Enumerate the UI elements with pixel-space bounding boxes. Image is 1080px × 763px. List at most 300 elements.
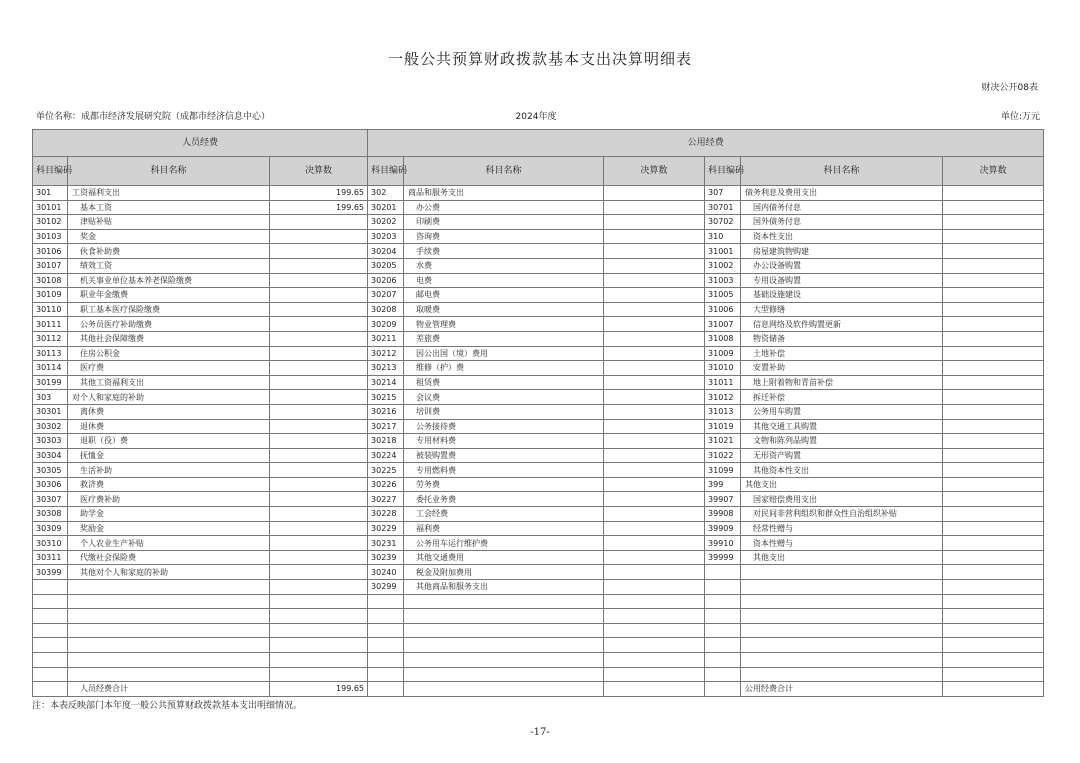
cell-amount (604, 653, 705, 668)
cell-code (368, 667, 404, 682)
cell-name (741, 580, 943, 595)
table-row (33, 215, 1044, 230)
cell-name: 对民间非营利组织和群众性自治组织补贴 (741, 507, 943, 522)
cell-code: 30308 (33, 507, 68, 522)
cell-code (705, 594, 741, 609)
cell-name: 大型修缮 (741, 302, 943, 317)
table-row (33, 550, 1044, 565)
cell-code: 302 (368, 186, 404, 201)
table-row (33, 361, 1044, 376)
cell-code: 30211 (368, 331, 404, 346)
cell-code: 30204 (368, 244, 404, 259)
cell-code: 30108 (33, 273, 68, 288)
cell-amount: 199.65 (270, 200, 368, 215)
cell-name (68, 594, 270, 609)
cell-name: 医疗费 (68, 361, 270, 376)
cell-code: 31002 (705, 258, 741, 273)
cell-amount (943, 404, 1044, 419)
cell-amount (270, 375, 368, 390)
cell-name: 公务用车运行维护费 (404, 536, 604, 551)
cell-amount (943, 346, 1044, 361)
cell-amount (943, 594, 1044, 609)
cell-amount (943, 492, 1044, 507)
cell-code (368, 638, 404, 653)
cell-code: 31019 (705, 419, 741, 434)
cell-code (33, 667, 68, 682)
cell-amount (604, 463, 705, 478)
cell-amount (270, 609, 368, 624)
cell-name (68, 580, 270, 595)
cell-code: 30307 (33, 492, 68, 507)
cell-amount (270, 317, 368, 332)
cell-amount (943, 638, 1044, 653)
cell-amount (604, 419, 705, 434)
cell-name: 退休费 (68, 419, 270, 434)
cell-code: 31022 (705, 448, 741, 463)
cell-amount (270, 448, 368, 463)
header-code: 科目编码 (33, 157, 68, 186)
cell-amount (604, 580, 705, 595)
cell-amount (604, 317, 705, 332)
cell-name: 住房公积金 (68, 346, 270, 361)
cell-amount (943, 317, 1044, 332)
cell-name: 税金及附加费用 (404, 565, 604, 580)
header-name: 科目名称 (404, 157, 604, 186)
cell-amount (943, 302, 1044, 317)
header-amount: 决算数 (943, 157, 1044, 186)
cell-name: 基础设施建设 (741, 288, 943, 303)
cell-amount (604, 229, 705, 244)
cell-code: 30231 (368, 536, 404, 551)
cell-amount (270, 463, 368, 478)
cell-name: 职工基本医疗保险缴费 (68, 302, 270, 317)
unit-name: 单位名称：成都市经济发展研究院（成都市经济信息中心） (36, 112, 271, 122)
cell-amount (270, 346, 368, 361)
cell-name (404, 594, 604, 609)
cell-amount (943, 463, 1044, 478)
cell-name: 其他工资福利支出 (68, 375, 270, 390)
cell-name: 其他交通费用 (404, 550, 604, 565)
cell-code: 30701 (705, 200, 741, 215)
cell-amount (943, 229, 1044, 244)
cell-code: 31003 (705, 273, 741, 288)
cell-name: 医疗费补助 (68, 492, 270, 507)
meta-row (32, 109, 1040, 123)
cell-name: 抚恤金 (68, 448, 270, 463)
cell-code (368, 609, 404, 624)
table-row (33, 609, 1044, 624)
cell-name: 绩效工资 (68, 258, 270, 273)
table-row (33, 521, 1044, 536)
cell-code (33, 682, 68, 697)
cell-name: 对个人和家庭的补助 (68, 390, 270, 405)
cell-code: 30201 (368, 200, 404, 215)
cell-amount (270, 550, 368, 565)
cell-name: 委托业务费 (404, 492, 604, 507)
cell-code (368, 682, 404, 697)
cell-amount (943, 244, 1044, 259)
cell-amount (943, 390, 1044, 405)
cell-amount (270, 258, 368, 273)
cell-amount (270, 623, 368, 638)
cell-name (741, 594, 943, 609)
cell-name: 福利费 (404, 521, 604, 536)
cell-code: 31005 (705, 288, 741, 303)
cell-name: 公务接待费 (404, 419, 604, 434)
form-code: 财决公开08表 (981, 83, 1038, 93)
cell-code (705, 609, 741, 624)
cell-name (741, 638, 943, 653)
cell-name (68, 638, 270, 653)
cell-code (705, 580, 741, 595)
cell-amount (270, 667, 368, 682)
cell-amount (604, 258, 705, 273)
table-row (33, 331, 1044, 346)
cell-amount (270, 390, 368, 405)
cell-code: 30199 (33, 375, 68, 390)
cell-name: 商品和服务支出 (404, 186, 604, 201)
table-row (33, 317, 1044, 332)
header-code: 科目编码 (368, 157, 404, 186)
cell-name: 租赁费 (404, 375, 604, 390)
cell-amount (270, 288, 368, 303)
cell-amount (604, 346, 705, 361)
cell-amount (943, 273, 1044, 288)
cell-amount (943, 653, 1044, 668)
cell-name: 专用材料费 (404, 434, 604, 449)
cell-code: 30107 (33, 258, 68, 273)
cell-amount (270, 565, 368, 580)
cell-amount (943, 331, 1044, 346)
table-row (33, 404, 1044, 419)
cell-name: 安置补助 (741, 361, 943, 376)
cell-name (741, 609, 943, 624)
cell-code: 30207 (368, 288, 404, 303)
cell-amount (943, 667, 1044, 682)
cell-name: 水费 (404, 258, 604, 273)
cell-amount (604, 404, 705, 419)
cell-amount (604, 215, 705, 230)
cell-amount (270, 419, 368, 434)
cell-name: 职业年金缴费 (68, 288, 270, 303)
cell-amount (943, 609, 1044, 624)
group-personnel: 人员经费 (33, 130, 368, 157)
table-row (33, 258, 1044, 273)
cell-amount (604, 273, 705, 288)
cell-name: 物业管理费 (404, 317, 604, 332)
cell-name: 专用燃料费 (404, 463, 604, 478)
cell-name: 个人农业生产补贴 (68, 536, 270, 551)
table-row (33, 302, 1044, 317)
header-amount: 决算数 (270, 157, 368, 186)
cell-name: 国内债务付息 (741, 200, 943, 215)
cell-name: 伙食补助费 (68, 244, 270, 259)
cell-name: 会议费 (404, 390, 604, 405)
cell-amount (943, 375, 1044, 390)
public-total-amount (943, 682, 1044, 697)
cell-name (741, 653, 943, 668)
table-row (33, 565, 1044, 580)
cell-amount (604, 302, 705, 317)
cell-amount (270, 492, 368, 507)
cell-code: 39999 (705, 550, 741, 565)
cell-name: 资本性赠与 (741, 536, 943, 551)
table-row (33, 463, 1044, 478)
cell-code: 30229 (368, 521, 404, 536)
cell-code: 30226 (368, 477, 404, 492)
cell-amount (604, 623, 705, 638)
cell-code: 39910 (705, 536, 741, 551)
cell-name: 信息网络及软件购置更新 (741, 317, 943, 332)
cell-amount (270, 580, 368, 595)
table-row (33, 419, 1044, 434)
table-row (33, 638, 1044, 653)
cell-code: 30301 (33, 404, 68, 419)
table-row (33, 434, 1044, 449)
cell-amount (943, 507, 1044, 522)
footnote: 注：本表反映部门本年度一般公共预算财政拨款基本支出明细情况。 (32, 701, 303, 711)
cell-code: 31006 (705, 302, 741, 317)
table-row (33, 288, 1044, 303)
table-row (33, 623, 1044, 638)
cell-code: 301 (33, 186, 68, 201)
cell-amount (270, 273, 368, 288)
cell-code: 30205 (368, 258, 404, 273)
cell-code (33, 594, 68, 609)
table-row (33, 477, 1044, 492)
cell-amount (270, 215, 368, 230)
cell-amount (604, 244, 705, 259)
table-row (33, 580, 1044, 595)
cell-amount (604, 550, 705, 565)
cell-amount (943, 361, 1044, 376)
table-row (33, 244, 1044, 259)
cell-amount (270, 507, 368, 522)
cell-name (68, 667, 270, 682)
cell-name: 其他支出 (741, 550, 943, 565)
cell-code: 30109 (33, 288, 68, 303)
cell-name: 邮电费 (404, 288, 604, 303)
cell-amount (604, 667, 705, 682)
table-row (33, 667, 1044, 682)
cell-name: 工会经费 (404, 507, 604, 522)
cell-code: 30209 (368, 317, 404, 332)
cell-code: 31013 (705, 404, 741, 419)
cell-name: 办公设备购置 (741, 258, 943, 273)
cell-amount (270, 361, 368, 376)
table-row (33, 186, 1044, 201)
cell-amount: 199.65 (270, 186, 368, 201)
cell-code: 30702 (705, 215, 741, 230)
cell-amount (943, 434, 1044, 449)
cell-amount (604, 638, 705, 653)
cell-name: 生活补助 (68, 463, 270, 478)
cell-amount (604, 375, 705, 390)
cell-code: 31008 (705, 331, 741, 346)
cell-code: 30309 (33, 521, 68, 536)
cell-amount (270, 653, 368, 668)
cell-code (368, 594, 404, 609)
cell-name: 专用设备购置 (741, 273, 943, 288)
cell-amount (943, 521, 1044, 536)
cell-code: 30217 (368, 419, 404, 434)
cell-amount (943, 550, 1044, 565)
cell-name: 经常性赠与 (741, 521, 943, 536)
cell-amount (604, 361, 705, 376)
cell-code: 30113 (33, 346, 68, 361)
page-title: 一般公共预算财政拨款基本支出决算明细表 (387, 50, 692, 68)
cell-code: 310 (705, 229, 741, 244)
cell-name: 其他交通工具购置 (741, 419, 943, 434)
totals-row (33, 682, 1044, 697)
cell-amount (604, 492, 705, 507)
cell-code: 31009 (705, 346, 741, 361)
cell-name (404, 667, 604, 682)
cell-name: 其他支出 (741, 477, 943, 492)
cell-amount (604, 390, 705, 405)
cell-code: 39907 (705, 492, 741, 507)
cell-name: 公务员医疗补助缴费 (68, 317, 270, 332)
cell-code (33, 653, 68, 668)
cell-amount (943, 448, 1044, 463)
cell-name: 办公费 (404, 200, 604, 215)
cell-name: 培训费 (404, 404, 604, 419)
cell-amount (604, 507, 705, 522)
cell-code (33, 623, 68, 638)
cell-name (741, 623, 943, 638)
cell-name: 其他社会保障缴费 (68, 331, 270, 346)
personnel-total-label: 人员经费合计 (68, 682, 270, 697)
cell-name (741, 667, 943, 682)
cell-name: 取暖费 (404, 302, 604, 317)
table-row (33, 390, 1044, 405)
cell-code: 30212 (368, 346, 404, 361)
cell-amount (943, 200, 1044, 215)
cell-code: 30106 (33, 244, 68, 259)
cell-amount (943, 536, 1044, 551)
table-row (33, 653, 1044, 668)
cell-code (705, 653, 741, 668)
cell-name (68, 653, 270, 668)
cell-code: 30228 (368, 507, 404, 522)
cell-name: 债务利息及费用支出 (741, 186, 943, 201)
cell-code: 30102 (33, 215, 68, 230)
cell-code (705, 638, 741, 653)
cell-code: 303 (33, 390, 68, 405)
table-row (33, 507, 1044, 522)
cell-code: 30227 (368, 492, 404, 507)
cell-amount (943, 580, 1044, 595)
cell-name: 因公出国（境）费用 (404, 346, 604, 361)
cell-amount (943, 623, 1044, 638)
cell-name: 助学金 (68, 507, 270, 522)
cell-amount (270, 434, 368, 449)
cell-amount (604, 186, 705, 201)
cell-amount (943, 419, 1044, 434)
cell-amount (604, 200, 705, 215)
cell-code: 30239 (368, 550, 404, 565)
table-row (33, 375, 1044, 390)
cell-code (368, 653, 404, 668)
cell-code: 31001 (705, 244, 741, 259)
cell-code: 30310 (33, 536, 68, 551)
cell-code (33, 638, 68, 653)
cell-code: 30306 (33, 477, 68, 492)
cell-amount (270, 536, 368, 551)
cell-amount (270, 331, 368, 346)
cell-amount (270, 594, 368, 609)
cell-code: 30215 (368, 390, 404, 405)
cell-name: 手续费 (404, 244, 604, 259)
cell-code: 30213 (368, 361, 404, 376)
cell-amount (270, 244, 368, 259)
cell-name (741, 565, 943, 580)
cell-code: 30304 (33, 448, 68, 463)
cell-code: 30302 (33, 419, 68, 434)
cell-amount (270, 229, 368, 244)
cell-name (404, 682, 604, 697)
cell-code: 31007 (705, 317, 741, 332)
table-row (33, 492, 1044, 507)
cell-name: 土地补偿 (741, 346, 943, 361)
cell-amount (604, 331, 705, 346)
cell-name: 无形资产购置 (741, 448, 943, 463)
cell-name: 公务用车购置 (741, 404, 943, 419)
cell-code: 399 (705, 477, 741, 492)
cell-name: 劳务费 (404, 477, 604, 492)
cell-name (404, 638, 604, 653)
cell-code: 30110 (33, 302, 68, 317)
public-total-label: 公用经费合计 (741, 682, 943, 697)
cell-code: 30311 (33, 550, 68, 565)
group-public: 公用经费 (368, 130, 1044, 157)
cell-amount (604, 565, 705, 580)
table-row (33, 448, 1044, 463)
cell-code: 31010 (705, 361, 741, 376)
cell-name: 退职（役）费 (68, 434, 270, 449)
cell-code: 307 (705, 186, 741, 201)
cell-amount (604, 448, 705, 463)
cell-code: 30208 (368, 302, 404, 317)
fiscal-year: 2024年度 (515, 112, 557, 122)
cell-code (705, 667, 741, 682)
cell-code: 39909 (705, 521, 741, 536)
cell-name: 其他资本性支出 (741, 463, 943, 478)
cell-name: 房屋建筑物购建 (741, 244, 943, 259)
cell-amount (943, 477, 1044, 492)
cell-code: 30303 (33, 434, 68, 449)
cell-name: 差旅费 (404, 331, 604, 346)
cell-name: 津贴补贴 (68, 215, 270, 230)
cell-amount (270, 521, 368, 536)
cell-name (68, 609, 270, 624)
cell-amount (604, 434, 705, 449)
cell-amount (943, 258, 1044, 273)
cell-code: 30399 (33, 565, 68, 580)
cell-code: 30103 (33, 229, 68, 244)
cell-code: 31011 (705, 375, 741, 390)
cell-code: 30240 (368, 565, 404, 580)
cell-name: 奖金 (68, 229, 270, 244)
cell-name: 机关事业单位基本养老保险缴费 (68, 273, 270, 288)
cell-amount (604, 477, 705, 492)
cell-code: 30101 (33, 200, 68, 215)
cell-code: 30225 (368, 463, 404, 478)
cell-code: 30299 (368, 580, 404, 595)
header-amount: 决算数 (604, 157, 705, 186)
cell-name: 国外债务付息 (741, 215, 943, 230)
cell-name: 拆迁补偿 (741, 390, 943, 405)
